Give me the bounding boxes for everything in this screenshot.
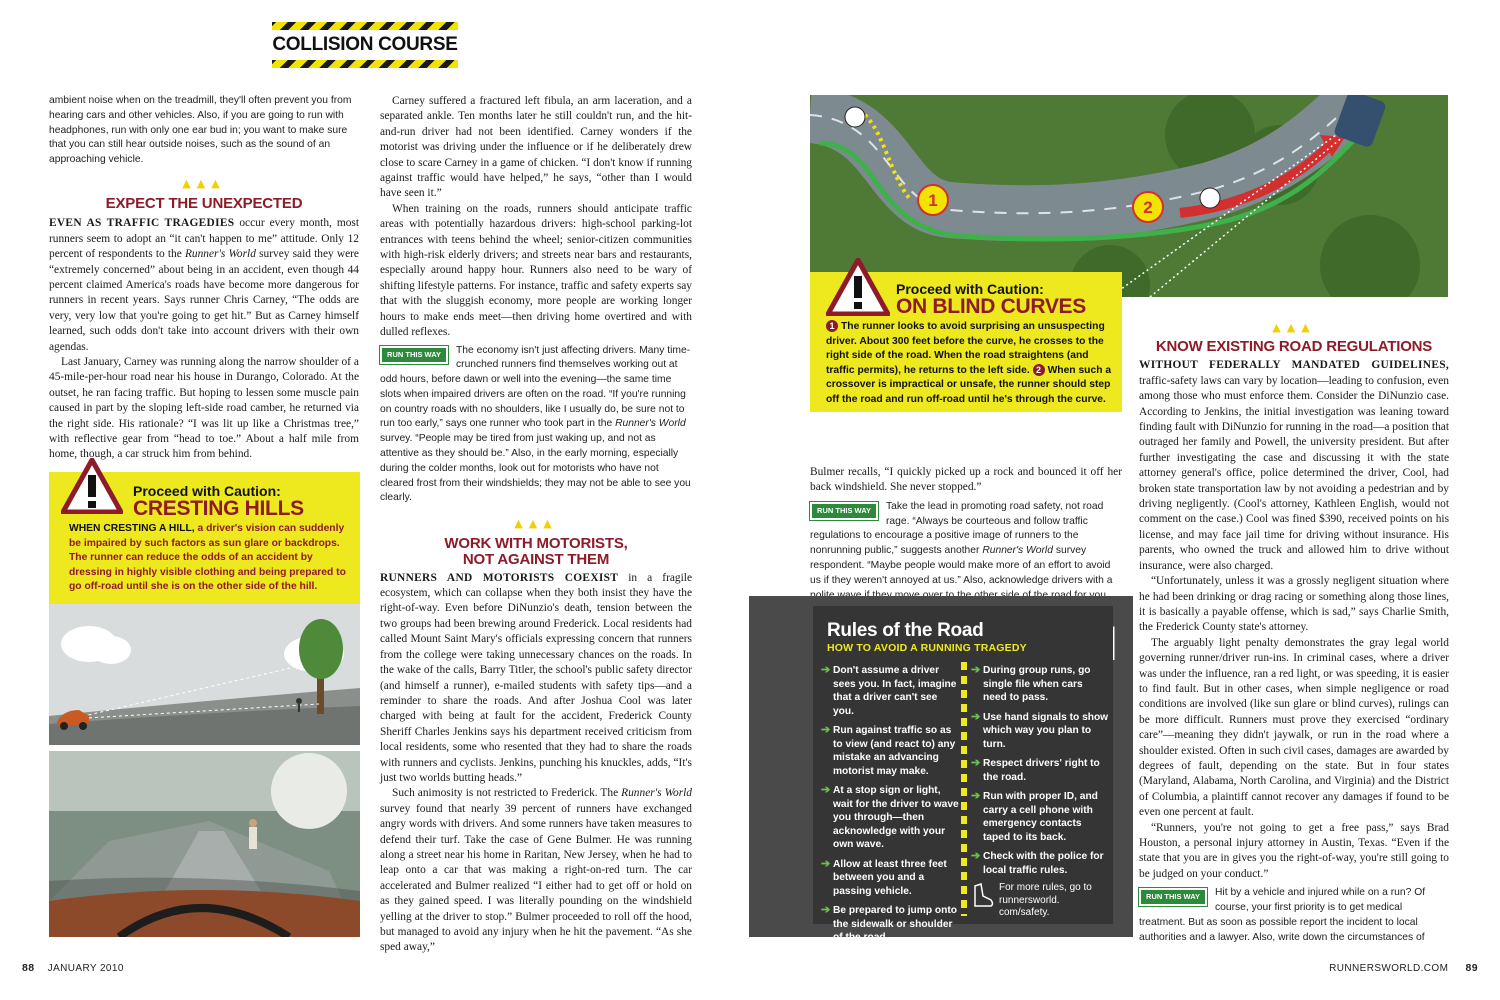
caution-box-blind-curves [810, 272, 1122, 412]
page-number-left: 88 [22, 962, 35, 974]
section-divider-triangles: ▲▲▲ [514, 517, 558, 531]
illustration-driver-view [49, 751, 360, 937]
section-heading-regulations: KNOW EXISTING ROAD REGULATIONS [1155, 338, 1433, 356]
paragraph: “Unfortunately, unless it was a grossly negligent situation where he had been drinking or drag racing or something along those lines, it is basically a payable offense, which is sad,” says Charlie Smith, the Frederick County state's attorney. [1139, 575, 1449, 634]
illustration-hill-car [49, 604, 360, 745]
caution-pre-title: Proceed with Caution: [133, 483, 281, 499]
section-heading-motorists: WORK WITH MOTORISTS, NOT AGAINST THEM [444, 534, 628, 568]
section-header-title: COLLISION COURSE [272, 34, 458, 55]
issue-date: JANUARY 2010 [47, 963, 124, 974]
green-arrow-icon: ➔ [821, 904, 831, 916]
green-arrow-icon: ➔ [821, 857, 831, 870]
warning-triangle-icon [826, 258, 890, 316]
blind-curve-road-image [810, 95, 1448, 297]
windshield-view-image [49, 751, 360, 937]
rules-left-list [821, 664, 959, 951]
caution-body: WHEN CRESTING A HILL, a driver's vision can suddenly be impaired by such factors as sun glare or backdrops. The runner can reduce the odds of an accident by dressing in highly visible clothing and being prepared to go off-road until she is on the other side of the hill. [69, 523, 346, 592]
website-label: RUNNERSWORLD.COM [1329, 963, 1449, 974]
hazard-stripe-bottom [272, 60, 458, 68]
paragraph: The arguably light penalty demonstrates the gray legal world governing runner/driver run-ins. In criminal cases, where a driver was under the influence, ran a red light, or was speeding, it is easier to find fault. But in other cases, when simple negligence or road conditions are involved (like sun glare or blind curves), rulings can be more difficult. Runners must prove they exercised “ordinary care”—meaning they didn't jaywalk, or run in the road where a shoulder existed. Often in such civil cases, damages are awarded by degrees of fault, depending on the state. But in four states (Maryland, Alabama, North Carolina, and Virginia) and the District of Columbia, a plaintiff cannot recover any damages if found to be even one percent at fault. [1139, 636, 1449, 819]
illustration-blind-curve [810, 95, 1448, 297]
caution-title: ON BLIND CURVES [896, 295, 1086, 318]
rules-subtitle: HOW TO AVOID A RUNNING TRAGEDY [827, 642, 1027, 654]
rule-item: ➔ Allow at least three feet between you and a passing vehicle. [821, 857, 947, 897]
rules-inner-panel [813, 606, 1113, 943]
paragraph: Carney suffered a fractured left fibula, an arm laceration, and a separated ankle. Ten months later he still couldn't run, and the hit-and-run driver had not been identified. Carney wonders if the motorist was driving under the influence or if he deliberately drew close to scare Carney in a game of chicken. “I don't know if running against traffic would have helped,” he says, “other than I would have seen it.” [380, 95, 692, 200]
paragraph: WITHOUT FEDERALLY MANDATED GUIDELINES, traffic-safety laws can vary by location—leading to confusion, even among those who must enforce them. Consider the DiNunzio case. According to Jenkins, the initial investigation was leaning toward finding fault with DiNunzio for running in the road—a position that outraged her family and Powell, the university president. But after further investigating the case and discussing it with the state attorney general's office, police determined the driver, Cool, had broken state transportation law by not avoiding a pedestrian and by driving negligently. (Cool's attorney, Kathleen English, would not comment on the case.) Cool was fined $390, received points on his license, and may face jail time for driving without insurance. His parents, who owned the truck and allowed him to drive without insurance, were also charged. [1139, 359, 1449, 572]
paragraph: “Runners, you're not going to get a free pass,” says Brad Houston, a personal injury attorney in Austin, Texas. “Even if the state that you are in gives you the right-of-way, you're still going to be judged on your conduct.” [1139, 821, 1449, 880]
paragraph: Such animosity is not restricted to Frederick. The Runner's World survey found that nearly 39 percent of runners have exchanged angry words with drivers. And some runners have taken measures to defend their turf. Take the case of Gene Bulmer. He was running along a street near his home in Raritan, New Jersey, when he had to leap onto a car that was making a right-on-red turn. The car accelerated and Bulmer realized “I either had to get off or hold on as they gained speed. I was literally pounding on the windshield yelling at the driver to stop.” Bulmer proceeded to roll off the hood, but managed to avoid any injury when he hit the pavement. “As she sped away,” [380, 787, 692, 954]
intro-paragraph: ambient noise when on the treadmill, they'll often prevent you from hearing cars and other vehicles. Also, if you are going to run with headphones, run with only one ear bud in; you want to make sure that you can still hear outside noises, such as the sound of an approaching vehicle. [49, 95, 352, 166]
rules-title: Rules of the Road [827, 620, 984, 641]
green-arrow-icon: ➔ [971, 710, 981, 723]
column-2 [380, 94, 692, 956]
shoe-icon [971, 882, 995, 910]
paragraph: When training on the roads, runners should anticipate traffic areas with potentially hazardous drivers: high-school parking-lot entrances with teens behind the wheel; senior-citizen communities with high-risk elderly drivers; and streets near bars and restaurants, especially around happy hour. Runners also need to be wary of shifting lifestyle patterns. For instance, traffic and safety experts say that with the sluggish economy, more people are working longer hours to make ends meet—then driving home overtired and with dulled reflexes. [380, 202, 692, 339]
green-arrow-icon: ➔ [821, 784, 831, 796]
section-divider-triangles: ▲▲▲ [1272, 321, 1316, 334]
warning-triangle-icon [61, 458, 123, 514]
paragraph: RUNNERS AND MOTORISTS COEXIST in a fragile ecosystem, which can collapse when they both insist they have the right-of-way. Even before DiNunzio's death, tension between the two groups had been brewing around Frederick. Local residents had called Mount Saint Mary's officials expressing concern that runners from the college were taking unnecessary chances on the roads. In the wake of the calls, Barry Titler, the school's public safety director (and himself a runner), e-mailed students with safety tips—and a reminder to share the roads. And after Joshua Cool was later charged with being at fault for the accident, Frederick County Sheriff Charles Jenkins says his department received criticism from local residents, some who resented that they had to share the roads with runners and cyclists. Jenkins, punching his knuckles, adds, “It's just two worlds butting heads.” [380, 571, 693, 784]
rule-item: ➔ Run against traffic so as to view (and react to) any mistake an advancing motorist may make. [821, 724, 956, 777]
caution-pre-title: Proceed with Caution: [896, 281, 1044, 297]
section-divider-triangles: ▲▲▲ [182, 176, 226, 190]
rules-right-list [971, 664, 1109, 883]
hill-scene-image [49, 604, 360, 745]
rule-item: ➔ Don't assume a driver sees you. In fact, imagine that a driver can't see you. [821, 664, 957, 717]
section-heading-expect: EXPECT THE UNEXPECTED [105, 195, 303, 213]
paragraph: EVEN AS TRAFFIC TRAGEDIES occur every month, most runners seem to adopt an “it can't happen to me” attitude. Only 12 percent of respondents to the Runner's World survey said they were “extremely concerned” about being in an accident, even though 44 percent claimed America's roads have become more dangerous for runners in recent years. Says runner Chris Carney, “The odds are very, very low that you're going to get hit.” But as Carney himself learned, such odds don't take into account drivers with their own agendas. [49, 217, 360, 353]
rule-item: ➔ Run with proper ID, and carry a cell phone with emergency contacts taped to its back. [971, 790, 1098, 843]
curve-marker-2: 2 [1143, 198, 1153, 217]
column-1 [49, 94, 359, 463]
caution-body: 1 The runner looks to avoid surprising an unsuspecting driver. About 300 feet before the curve, he crosses to the right side of the road. When the road straightens (and traffic permits), he returns to the left side. 2 When such a crossover is impractical or unsafe, the runner should step off the road and run off-road until he's through the curve. [826, 321, 1112, 405]
run-this-way-badge: RUN THIS WAY [810, 502, 878, 520]
page-number-right: 89 [1465, 962, 1478, 974]
section-header-tag [272, 22, 458, 68]
run-this-way-tip: RUN THIS WAY The economy isn't just affecting drivers. Many time-crunched runners find themselves working out at odd hours, before dawn or well into the evening—the same time slots when impaired drivers are often on the road. “If you're running on country roads with no shoulders, like I usually do, be sure not to run too early,” says one runner who took part in the Runner's World survey. “People may be tired from just waking up, and not as attentive as they should be.” Also, in the early morning, especially during the colder months, look out for motorists who have not cleared frost from their windshields; they may not be able to see you clearly. [380, 344, 691, 504]
rule-item: ➔ Use hand signals to show which way you plan to turn. [971, 710, 1109, 750]
green-arrow-icon: ➔ [971, 790, 981, 802]
run-this-way-badge: RUN THIS WAY [380, 346, 448, 364]
rules-more-link[interactable]: For more rules, go to runnersworld. com/safety. [999, 882, 1092, 918]
caution-box-cresting-hills [49, 472, 360, 604]
run-this-way-tip: RUN THIS WAY Hit by a vehicle and injured while on a run? Of course, your first priority is to get medical treatment. But as soon as possible report the incident to local authorities and a lawyer. Also, write down the circumstances of [1139, 887, 1426, 943]
rule-item: ➔ Check with the police for local traffic rules. [971, 850, 1104, 876]
column-4 [1139, 320, 1449, 945]
paragraph: Last January, Carney was running along the narrow shoulder of a 45-mile-per-hour road near his house in Durango, Colorado. At the outset, he ran facing traffic. But hoping to lessen some muscle pain caused in part by the sloping left-side road camber, he returned via the right side. His rationale? “I was lit up like a Christmas tree,” with reflective gear from “head to toe.” About a half mile from home, though, a car struck him from behind. [49, 356, 359, 461]
caution-title: CRESTING HILLS [133, 497, 304, 520]
paragraph: Bulmer recalls, “I quickly picked up a rock and bounced it off her back windshield. She never stopped.” [810, 466, 1122, 494]
rules-of-the-road-panel [749, 596, 1133, 943]
rule-item: ➔ At a stop sign or light, wait for the driver to wave you through—then acknowledge with your own wave. [821, 784, 959, 850]
green-arrow-icon: ➔ [971, 850, 981, 862]
footer-right [1329, 962, 1478, 974]
footer-left [22, 962, 124, 974]
hazard-stripe-top [272, 22, 458, 30]
rule-item: ➔ Be prepared to jump onto the sidewalk or shoulder of the road. [821, 904, 957, 943]
rule-item: ➔ Respect drivers' right to the road. [971, 757, 1100, 783]
rules-divider [961, 662, 967, 916]
green-arrow-icon: ➔ [971, 757, 981, 769]
green-arrow-icon: ➔ [821, 664, 831, 676]
curve-marker-1: 1 [928, 191, 938, 210]
rule-item: ➔ During group runs, go single file when cars need to pass. [971, 664, 1091, 703]
green-arrow-icon: ➔ [821, 724, 831, 736]
green-arrow-icon: ➔ [971, 664, 981, 676]
run-this-way-tip: RUN THIS WAY Take the lead in promoting road safety, not road rage. “Always be courteous and follow traffic regulations to encourage a positive image of runners to the nonrunning public,” suggests another Runner's World survey respondent. “Maybe people would make more of an effort to avoid us if they weren't annoyed at us.” Also, acknowledge drivers with a [810, 500, 1113, 586]
run-this-way-badge: RUN THIS WAY [1139, 888, 1207, 906]
